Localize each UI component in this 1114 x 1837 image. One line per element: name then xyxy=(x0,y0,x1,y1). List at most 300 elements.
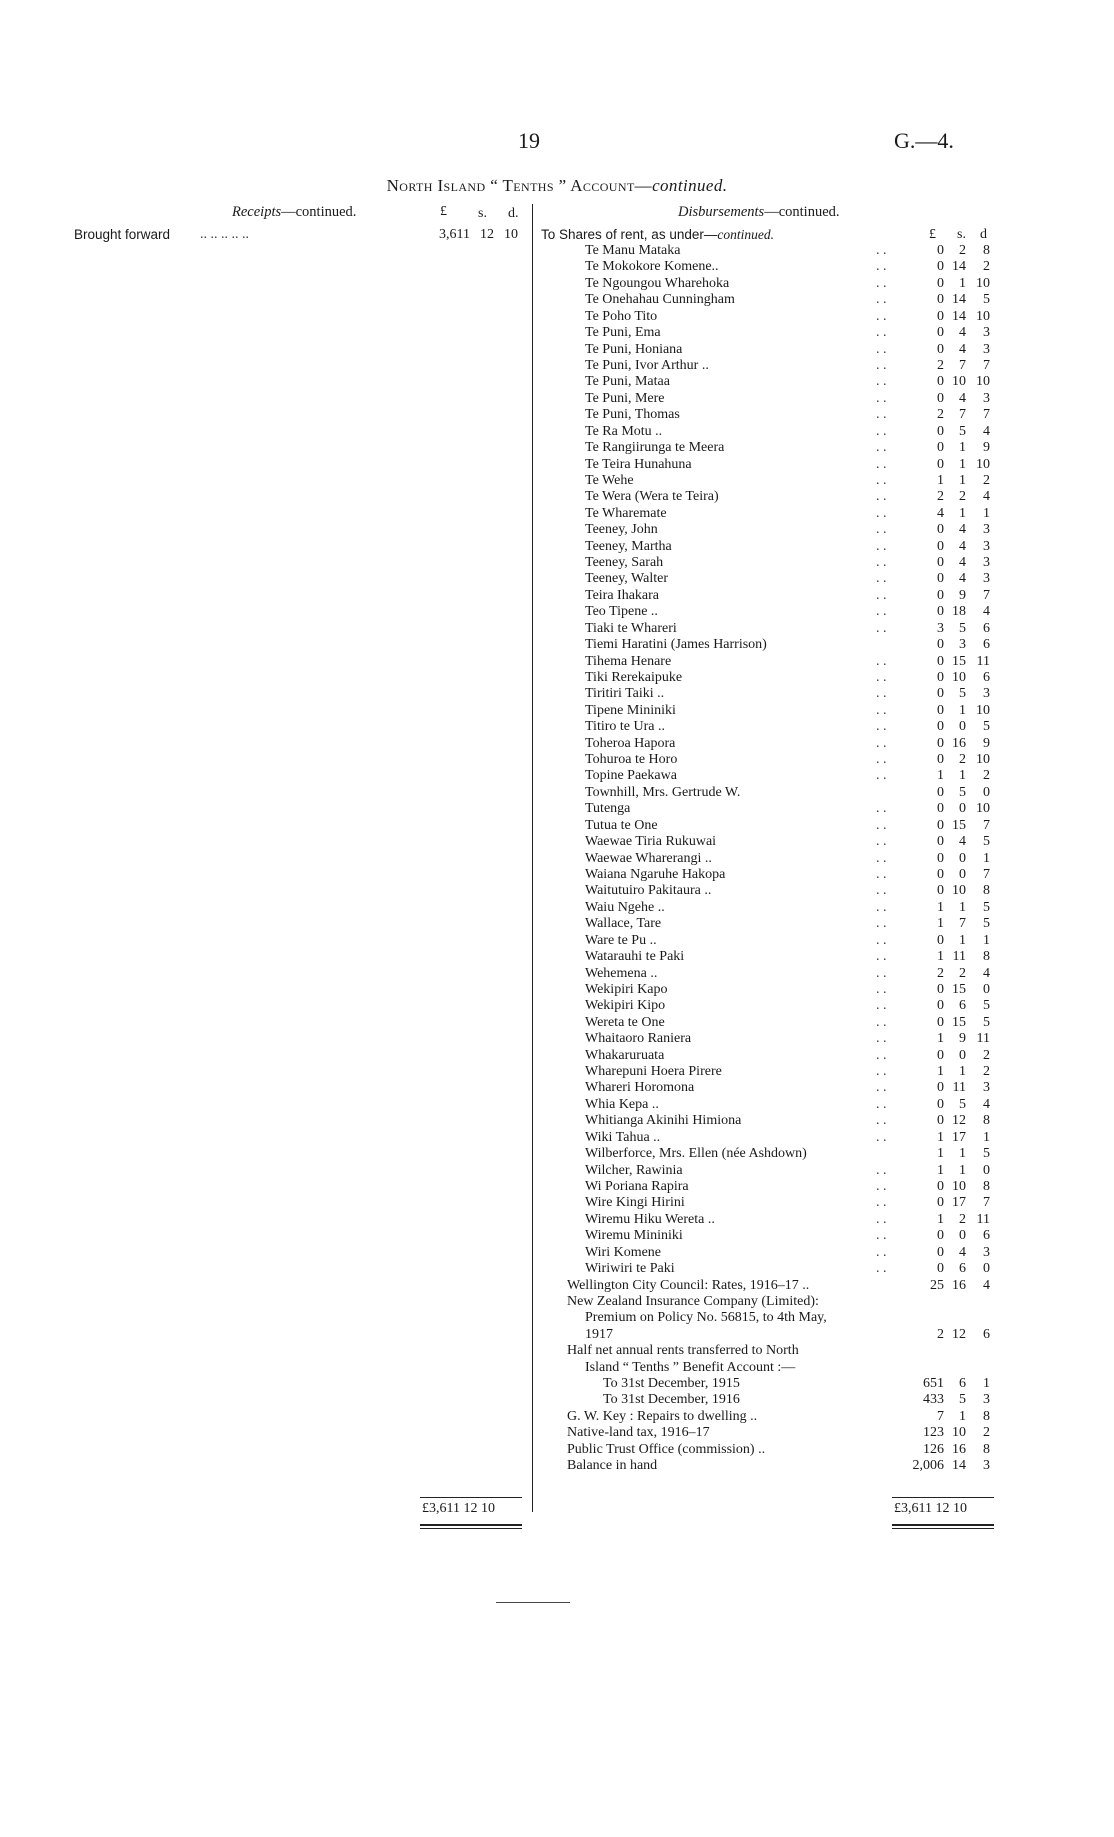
amount-pence: 3 xyxy=(983,325,990,341)
row-label: Toheroa Hapora xyxy=(585,735,676,751)
row-leader-dots: . . xyxy=(876,998,887,1014)
amount-pence: 0 xyxy=(983,1162,990,1178)
disbursement-row xyxy=(0,522,1114,538)
row-leader-dots: . . xyxy=(876,325,887,341)
amount-shillings: 12 xyxy=(952,1326,966,1342)
row-amount xyxy=(896,309,990,325)
disbursement-row xyxy=(0,325,1114,341)
amount-pence: 5 xyxy=(983,916,990,932)
disbursement-row xyxy=(0,1360,1114,1376)
amount-pence: 0 xyxy=(983,1261,990,1276)
disbursement-row xyxy=(0,1261,1114,1277)
row-amount xyxy=(896,1031,990,1047)
row-label: Tutenga xyxy=(585,801,631,817)
amount-pounds: 0 xyxy=(937,653,944,669)
row-amount xyxy=(896,292,990,308)
row-label: Teo Tipene .. xyxy=(585,604,658,620)
row-leader-dots: . . xyxy=(876,374,887,390)
row-amount xyxy=(896,473,990,489)
row-leader-dots: . . xyxy=(876,1211,887,1227)
amount-pence: 1 xyxy=(983,1129,990,1145)
amount-pence: 8 xyxy=(983,1408,990,1424)
row-leader-dots: . . xyxy=(876,456,887,472)
disbursement-row xyxy=(0,1228,1114,1244)
amount-shillings: 1 xyxy=(959,456,966,472)
row-label: Waitutuiro Pakitaura .. xyxy=(585,883,712,899)
row-label: Te Onehahau Cunningham xyxy=(585,292,735,308)
row-amount xyxy=(896,834,990,850)
row-leader-dots: . . xyxy=(876,899,887,915)
amount-pounds: 0 xyxy=(937,1096,944,1112)
row-amount xyxy=(896,358,990,374)
row-label: Wiriwiri te Paki xyxy=(585,1261,675,1276)
amount-pounds: 651 xyxy=(923,1376,944,1391)
amount-pounds: 0 xyxy=(937,390,944,406)
disbursement-row xyxy=(0,867,1114,883)
disbursement-row xyxy=(0,686,1114,702)
amount-pence: 2 xyxy=(983,1047,990,1063)
account-title xyxy=(0,176,1114,196)
amount-pounds: 1 xyxy=(937,1031,944,1047)
amount-shillings: 7 xyxy=(959,357,966,373)
row-label: Teeney, John xyxy=(585,522,658,538)
amount-pence: 3 xyxy=(983,538,990,554)
row-label: Teeney, Sarah xyxy=(585,555,664,570)
amount-pounds: 0 xyxy=(937,752,944,767)
disbursements-heading-italic: Disbursements xyxy=(678,204,765,220)
amount-shillings: 11 xyxy=(952,1080,966,1096)
amount-pence: 9 xyxy=(983,440,990,455)
amount-pounds: 0 xyxy=(937,292,944,308)
row-amount xyxy=(896,424,990,440)
receipts-total-rule-bottom xyxy=(420,1524,522,1526)
disbursement-row xyxy=(0,1294,1114,1310)
amount-shillings: 1 xyxy=(959,768,966,784)
row-label: Wekipiri Kapo xyxy=(585,981,668,997)
row-label: Waiu Ngehe .. xyxy=(585,899,665,915)
amount-pounds: 2,006 xyxy=(912,1458,944,1474)
disbursement-row xyxy=(0,654,1114,670)
amount-pence: 1 xyxy=(983,1376,990,1391)
disbursement-row xyxy=(0,588,1114,604)
row-leader-dots: . . xyxy=(876,768,887,784)
row-leader-dots: . . xyxy=(876,1178,887,1194)
amount-pounds: 0 xyxy=(937,867,944,882)
amount-shillings: 12 xyxy=(952,1113,966,1129)
amount-shillings: 17 xyxy=(952,1195,966,1211)
amount-pounds: 0 xyxy=(937,1178,944,1194)
amount-shillings: 1 xyxy=(959,1064,966,1079)
disbursement-row xyxy=(0,1442,1114,1458)
amount-shillings: 11 xyxy=(952,949,966,965)
row-amount xyxy=(896,588,990,604)
amount-pounds: 4 xyxy=(937,505,944,521)
row-label: Half net annual rents transferred to North xyxy=(567,1343,799,1359)
amount-pounds: 0 xyxy=(937,669,944,685)
amount-shillings: 10 xyxy=(952,883,966,899)
amount-pence: 2 xyxy=(983,259,990,275)
amount-pence: 5 xyxy=(983,899,990,915)
row-leader-dots: . . xyxy=(876,883,887,899)
row-leader-dots: . . xyxy=(876,752,887,767)
amount-shillings: 9 xyxy=(959,1031,966,1047)
row-leader-dots: . . xyxy=(876,949,887,965)
disbursement-row xyxy=(0,1064,1114,1080)
amount-pence: 7 xyxy=(983,1195,990,1211)
amount-pounds: 433 xyxy=(923,1392,944,1408)
account-title-continued: continued. xyxy=(652,176,728,195)
disbursement-row xyxy=(0,621,1114,637)
amount-shillings: 7 xyxy=(959,407,966,423)
amount-shillings: 18 xyxy=(952,604,966,620)
amount-shillings: 5 xyxy=(959,784,966,800)
amount-pounds: 0 xyxy=(937,423,944,439)
row-label: Whitianga Akinihi Himiona xyxy=(585,1113,742,1129)
amount-pounds: 7 xyxy=(937,1408,944,1424)
amount-pounds: 1 xyxy=(937,1064,944,1079)
receipts-heading xyxy=(232,204,356,221)
row-label: Te Wharemate xyxy=(585,505,667,521)
amount-pounds: 0 xyxy=(937,587,944,603)
row-amount xyxy=(896,851,990,867)
receipts-heading-italic: Receipts xyxy=(232,204,282,220)
disbursement-row xyxy=(0,1195,1114,1211)
amount-pence: 4 xyxy=(983,604,990,620)
disbursement-row xyxy=(0,342,1114,358)
row-label: Wilcher, Rawinia xyxy=(585,1162,683,1178)
row-amount xyxy=(896,1179,990,1195)
amount-pounds: 2 xyxy=(937,489,944,505)
amount-pounds: 0 xyxy=(937,801,944,817)
row-amount xyxy=(896,391,990,407)
row-amount xyxy=(896,1130,990,1146)
amount-shillings: 5 xyxy=(959,423,966,439)
amount-pence: 4 xyxy=(983,423,990,439)
amount-shillings: 4 xyxy=(959,834,966,850)
row-leader-dots: . . xyxy=(876,801,887,817)
row-label: Topine Paekawa xyxy=(585,768,677,784)
amount-shillings: 5 xyxy=(959,1096,966,1112)
disbursement-row xyxy=(0,1163,1114,1179)
row-label: 1917 xyxy=(585,1326,613,1342)
disbursement-row xyxy=(0,604,1114,620)
amount-pounds: 0 xyxy=(937,259,944,275)
row-leader-dots: . . xyxy=(876,1064,887,1079)
amount-pence: 8 xyxy=(983,883,990,899)
disbursement-row xyxy=(0,243,1114,259)
amount-shillings: 4 xyxy=(959,390,966,406)
row-amount xyxy=(896,1146,990,1162)
row-amount xyxy=(896,703,990,719)
disbursements-total-rule-top xyxy=(892,1497,994,1498)
amount-pence: 5 xyxy=(983,834,990,850)
amount-shillings: 10 xyxy=(952,1178,966,1194)
row-label: Tiritiri Taiki .. xyxy=(585,686,665,702)
row-amount xyxy=(896,637,990,653)
row-amount xyxy=(896,604,990,620)
disbursement-row xyxy=(0,1343,1114,1359)
disbursement-row xyxy=(0,933,1114,949)
row-amount xyxy=(896,818,990,834)
row-label: Wilberforce, Mrs. Ellen (née Ashdown) xyxy=(585,1146,807,1162)
row-amount xyxy=(896,1425,990,1441)
amount-pounds: 0 xyxy=(937,1113,944,1129)
row-label: Native-land tax, 1916–17 xyxy=(567,1425,710,1441)
amount-pence: 10 xyxy=(976,752,990,767)
row-amount xyxy=(896,900,990,916)
amount-pounds: 1 xyxy=(937,1129,944,1145)
amount-pence: 10 xyxy=(976,308,990,324)
row-label: Waewae Wharerangi .. xyxy=(585,850,712,866)
amount-pence: 5 xyxy=(983,1146,990,1162)
amount-pounds: 0 xyxy=(937,637,944,653)
amount-pence: 7 xyxy=(983,357,990,373)
disbursement-row xyxy=(0,1113,1114,1129)
row-leader-dots: . . xyxy=(876,686,887,702)
amount-pence: 3 xyxy=(983,1392,990,1408)
disbursement-row xyxy=(0,818,1114,834)
disbursement-row xyxy=(0,900,1114,916)
amount-pence: 3 xyxy=(983,390,990,406)
row-leader-dots: . . xyxy=(876,604,887,620)
disbursement-row xyxy=(0,1146,1114,1162)
row-amount xyxy=(896,883,990,899)
disbursement-row xyxy=(0,1278,1114,1294)
amount-shillings: 4 xyxy=(959,538,966,554)
row-label: Tohuroa te Horo xyxy=(585,752,678,767)
row-leader-dots: . . xyxy=(876,1195,887,1211)
disbursement-row xyxy=(0,916,1114,932)
amount-pounds: 0 xyxy=(937,1014,944,1030)
amount-shillings: 3 xyxy=(959,637,966,653)
amount-pounds: 25 xyxy=(930,1277,944,1293)
amount-pence: 3 xyxy=(983,341,990,357)
row-leader-dots: . . xyxy=(876,1113,887,1129)
receipts-shilling-header: s. xyxy=(478,206,487,221)
disbursement-row xyxy=(0,1409,1114,1425)
disbursement-row xyxy=(0,883,1114,899)
receipts-pence-header: d. xyxy=(508,206,519,221)
amount-shillings: 4 xyxy=(959,1244,966,1260)
disbursement-row xyxy=(0,982,1114,998)
amount-pence: 3 xyxy=(983,686,990,702)
row-amount xyxy=(896,916,990,932)
row-leader-dots: . . xyxy=(876,850,887,866)
disbursements-heading-rest: —continued. xyxy=(764,204,840,220)
amount-pence: 10 xyxy=(976,275,990,291)
amount-pounds: 123 xyxy=(923,1425,944,1441)
row-leader-dots: . . xyxy=(876,916,887,932)
amount-shillings: 0 xyxy=(959,801,966,817)
disbursements-shilling-header: s. xyxy=(957,227,966,242)
row-label: New Zealand Insurance Company (Limited): xyxy=(567,1293,819,1309)
row-label: Wiremu Mininiki xyxy=(585,1228,683,1244)
amount-pence: 2 xyxy=(983,472,990,488)
row-amount xyxy=(896,654,990,670)
row-amount xyxy=(896,1376,990,1392)
row-leader-dots: . . xyxy=(876,522,887,538)
row-label: Te Ra Motu .. xyxy=(585,423,663,439)
amount-pence: 8 xyxy=(983,1113,990,1129)
row-leader-dots: . . xyxy=(876,1047,887,1063)
amount-pence: 11 xyxy=(976,653,990,669)
disbursement-row xyxy=(0,1212,1114,1228)
amount-shillings: 6 xyxy=(959,998,966,1014)
receipts-heading-rest: —continued. xyxy=(281,204,357,220)
row-leader-dots: . . xyxy=(876,308,887,324)
amount-pounds: 0 xyxy=(937,1195,944,1211)
row-leader-dots: . . xyxy=(876,538,887,554)
amount-pence: 2 xyxy=(983,1425,990,1441)
row-leader-dots: . . xyxy=(876,243,887,258)
row-leader-dots: . . xyxy=(876,587,887,603)
row-leader-dots: . . xyxy=(876,867,887,882)
row-label: Te Puni, Honiana xyxy=(585,341,683,357)
amount-pence: 10 xyxy=(504,227,518,242)
row-label: Waewae Tiria Rukuwai xyxy=(585,834,717,850)
amount-pounds: 0 xyxy=(937,834,944,850)
row-label: Island “ Tenths ” Benefit Account :— xyxy=(585,1359,796,1375)
row-label: Tutua te One xyxy=(585,817,658,833)
row-label: Te Puni, Ema xyxy=(585,325,661,341)
disbursement-row xyxy=(0,358,1114,374)
disbursements-total: £3,611 12 10 xyxy=(894,1501,967,1516)
row-label: Te Wehe xyxy=(585,472,634,488)
amount-shillings: 2 xyxy=(959,1211,966,1227)
row-leader-dots: . . xyxy=(876,834,887,850)
row-leader-dots: . . xyxy=(876,472,887,488)
row-leader-dots: . . xyxy=(876,1096,887,1112)
row-leader-dots: . . xyxy=(876,407,887,423)
amount-pounds: 0 xyxy=(937,456,944,472)
row-amount xyxy=(896,506,990,522)
row-label: To 31st December, 1916 xyxy=(603,1392,740,1408)
disbursement-row xyxy=(0,506,1114,522)
amount-pence: 3 xyxy=(983,1080,990,1096)
amount-pounds: 1 xyxy=(937,916,944,932)
row-leader-dots: . . xyxy=(876,1031,887,1047)
row-leader-dots: . . xyxy=(876,390,887,406)
disbursement-row xyxy=(0,1458,1114,1474)
row-amount xyxy=(896,966,990,982)
amount-pence: 3 xyxy=(983,522,990,538)
shares-heading xyxy=(541,227,774,243)
amount-shillings: 1 xyxy=(959,702,966,718)
row-label: Townhill, Mrs. Gertrude W. xyxy=(585,784,741,800)
disbursement-row xyxy=(0,851,1114,867)
amount-pounds: 1 xyxy=(937,949,944,965)
row-amount xyxy=(896,407,990,423)
disbursement-row xyxy=(0,752,1114,768)
amount-shillings: 0 xyxy=(959,1228,966,1244)
amount-pounds: 0 xyxy=(937,702,944,718)
amount-shillings: 0 xyxy=(959,1047,966,1063)
brought-forward-dots: .. .. .. .. .. xyxy=(200,227,249,242)
amount-shillings: 14 xyxy=(952,1458,966,1474)
amount-pence: 1 xyxy=(983,850,990,866)
amount-pounds: 0 xyxy=(937,883,944,899)
receipts-total-rule-top xyxy=(420,1497,522,1498)
row-leader-dots: . . xyxy=(876,1162,887,1178)
amount-pence: 4 xyxy=(983,965,990,981)
disbursement-row xyxy=(0,391,1114,407)
disbursement-row xyxy=(0,998,1114,1014)
row-amount xyxy=(896,1245,990,1261)
row-label: Te Puni, Mere xyxy=(585,390,665,406)
page-number: 19 xyxy=(518,128,540,153)
end-rule xyxy=(496,1602,570,1603)
row-label: Te Teira Hunahuna xyxy=(585,456,692,472)
amount-pence: 11 xyxy=(976,1031,990,1047)
disbursement-row xyxy=(0,1130,1114,1146)
receipts-total: £3,611 12 10 xyxy=(422,1501,495,1516)
disbursement-row xyxy=(0,670,1114,686)
row-leader-dots: . . xyxy=(876,1080,887,1096)
disbursement-row xyxy=(0,1048,1114,1064)
amount-shillings: 5 xyxy=(959,620,966,636)
disbursements-pound-header: £ xyxy=(929,227,936,242)
amount-shillings: 4 xyxy=(959,522,966,538)
row-amount xyxy=(896,1163,990,1179)
disbursement-row xyxy=(0,719,1114,735)
amount-pence: 7 xyxy=(983,407,990,423)
row-label: Wallace, Tare xyxy=(585,916,662,932)
row-leader-dots: . . xyxy=(876,505,887,521)
row-label: Te Manu Mataka xyxy=(585,243,681,258)
row-label: Wiremu Hiku Wereta .. xyxy=(585,1211,715,1227)
row-label: Whareri Horomona xyxy=(585,1080,695,1096)
row-amount xyxy=(896,457,990,473)
row-leader-dots: . . xyxy=(876,341,887,357)
row-label: Tipene Mininiki xyxy=(585,702,676,718)
amount-shillings: 15 xyxy=(952,653,966,669)
row-leader-dots: . . xyxy=(876,735,887,751)
disbursements-total-rule-bottom xyxy=(892,1524,994,1526)
row-leader-dots: . . xyxy=(876,620,887,636)
amount-pence: 5 xyxy=(983,719,990,735)
row-amount xyxy=(896,1228,990,1244)
row-label: Watarauhi te Paki xyxy=(585,949,685,965)
amount-pence: 1 xyxy=(983,505,990,521)
row-amount xyxy=(896,670,990,686)
row-label: Te Puni, Ivor Arthur .. xyxy=(585,357,709,373)
row-leader-dots: . . xyxy=(876,259,887,275)
amount-pounds: 1 xyxy=(937,1211,944,1227)
disbursement-row xyxy=(0,276,1114,292)
row-amount xyxy=(896,867,990,883)
amount-pounds: 0 xyxy=(937,538,944,554)
amount-shillings: 6 xyxy=(959,1261,966,1276)
row-leader-dots: . . xyxy=(876,669,887,685)
amount-pence: 2 xyxy=(983,1064,990,1079)
amount-shillings: 1 xyxy=(959,1146,966,1162)
amount-pounds: 0 xyxy=(937,555,944,570)
amount-pounds: 0 xyxy=(937,275,944,291)
amount-shillings: 10 xyxy=(952,669,966,685)
row-leader-dots: . . xyxy=(876,571,887,587)
amount-pence: 4 xyxy=(983,1277,990,1293)
amount-shillings: 14 xyxy=(952,292,966,308)
row-label: Wekipiri Kipo xyxy=(585,998,666,1014)
amount-pounds: 0 xyxy=(937,784,944,800)
disbursement-row xyxy=(0,966,1114,982)
amount-shillings: 0 xyxy=(959,850,966,866)
amount-pence: 3 xyxy=(983,555,990,570)
amount-pence: 9 xyxy=(983,735,990,751)
row-amount xyxy=(896,1195,990,1211)
amount-pounds: 1 xyxy=(937,768,944,784)
amount-shillings: 1 xyxy=(959,899,966,915)
